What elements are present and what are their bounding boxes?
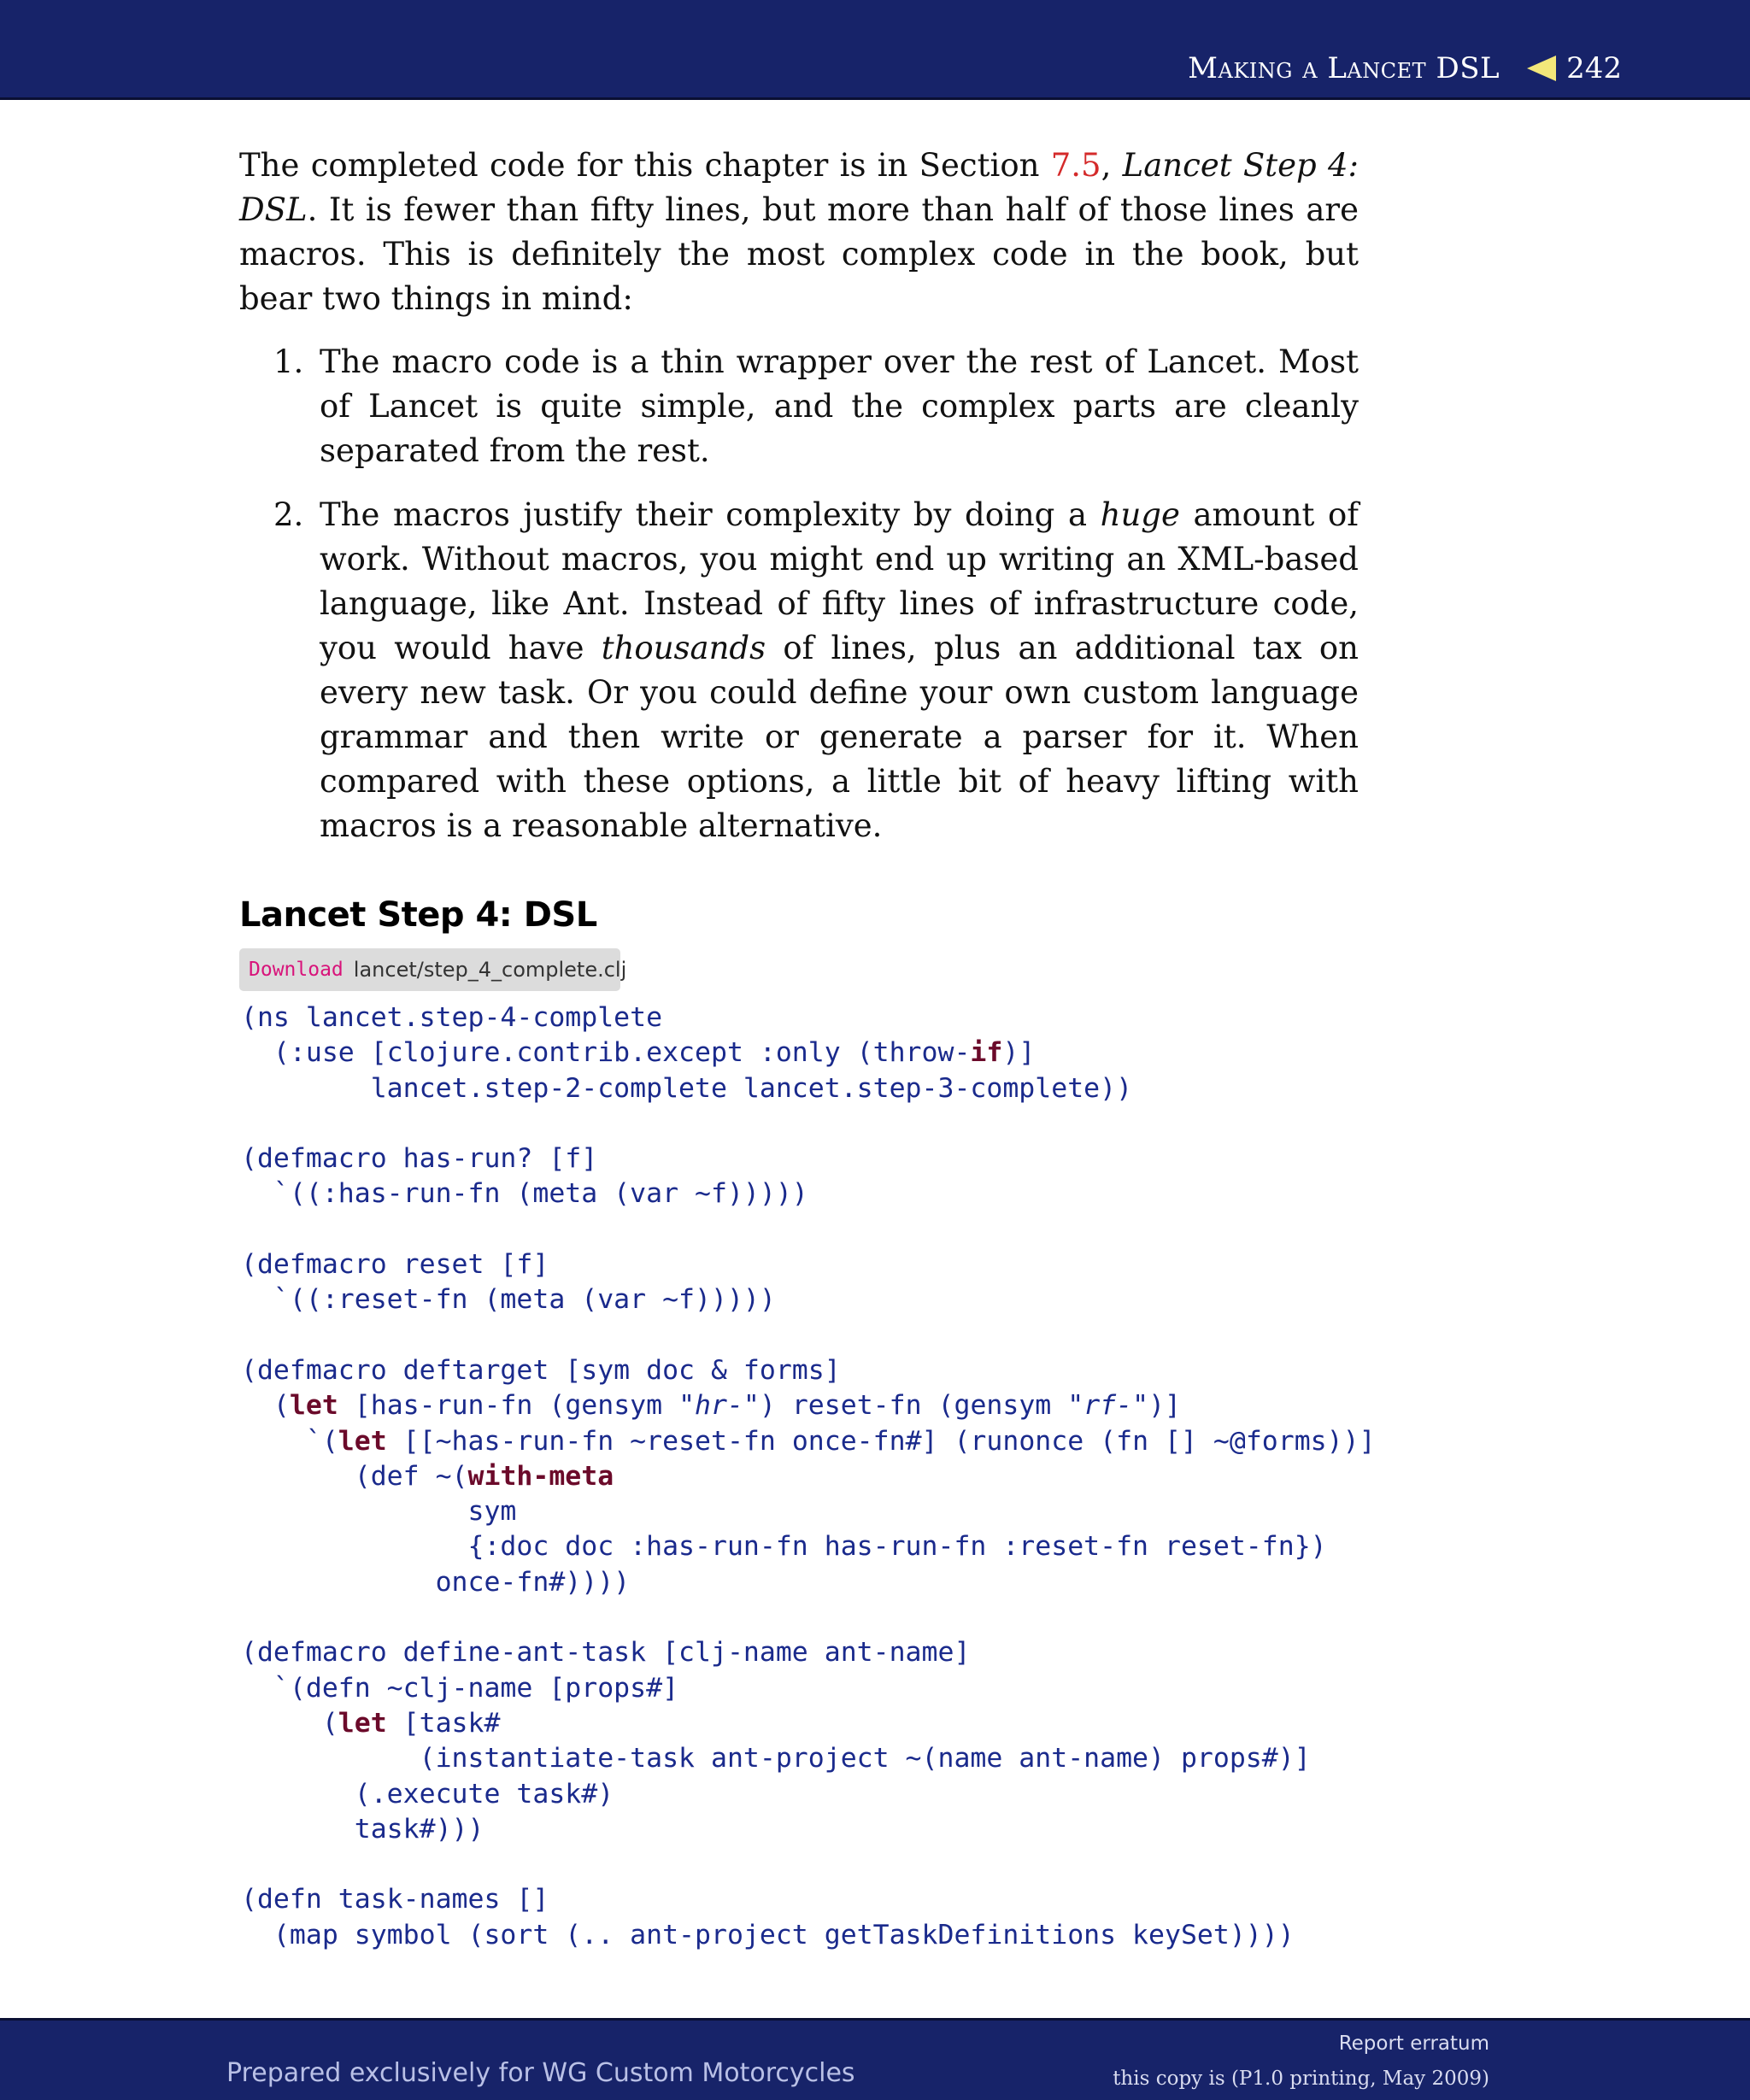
download-file-path: lancet/step_4_complete.clj: [353, 958, 627, 982]
list-item-text: The macros justify their complexity by doing a: [320, 496, 1101, 533]
intro-paragraph: [239, 144, 1359, 321]
list-item: [239, 493, 1359, 848]
code-line: (defmacro has-run? [f]: [241, 1143, 598, 1175]
list-item-text: amount of work. Without macros, you might end up writing an XML-based language, like Ant. Instead of fifty lines of infrastructure code, you would have: [320, 496, 1359, 666]
code-line: [[~has-run-fn ~reset-fn once-fn#] (runonce (fn [] ~@forms))]: [386, 1425, 1376, 1457]
page-header: [0, 0, 1750, 100]
code-line: (defmacro reset [f]: [241, 1249, 549, 1281]
header-nav: [1188, 51, 1622, 85]
code-line: `((:has-run-fn (meta (var ~f))))): [241, 1178, 808, 1210]
list-item-text: The macro code is a thin wrapper over the rest of Lancet. Most of Lancet is quite simple, and the complex parts are cleanly separated from the rest.: [320, 343, 1359, 469]
list-item-text: of lines, plus an additional tax on every new task. Or you could define your own custom language grammar and then write or generate a parser for it. When compared with these options, a little bit of heavy lifting with macros is a reasonable alternative.: [320, 630, 1359, 844]
code-line: (defmacro deftarget [sym doc & forms]: [241, 1354, 841, 1386]
report-erratum-link[interactable]: Report erratum: [1338, 2033, 1489, 2055]
intro-text: . It is fewer than fifty lines, but more than half of those lines are macros. This is definitely the most complex code in the book, but bear two things in mind:: [239, 191, 1359, 317]
page-number: 242: [1566, 51, 1622, 85]
code-line: [has-run-fn (gensym: [338, 1390, 679, 1422]
code-keyword: if: [970, 1037, 1003, 1069]
code-line: sym: [241, 1496, 517, 1528]
code-string: "rf-": [1067, 1390, 1149, 1422]
list-number: 2.: [273, 496, 304, 533]
code-keyword: with-meta: [467, 1460, 614, 1492]
section-title-ref: Lancet Step 4: DSL: [239, 147, 1359, 228]
code-line: task#))): [241, 1813, 484, 1845]
intro-text: ,: [1101, 147, 1123, 184]
code-line: (defmacro define-ant-task [clj-name ant-name]: [241, 1637, 971, 1669]
numbered-list: [239, 340, 1359, 848]
code-listing: [241, 1000, 1376, 1953]
list-number: 1.: [273, 343, 304, 380]
code-line: `(defn ~clj-name [props#]: [241, 1672, 679, 1704]
copy-info-text: this copy is (P1.0 printing, May 2009): [1113, 2068, 1489, 2090]
download-bar: [239, 948, 627, 991]
code-line: [task#: [386, 1707, 501, 1739]
code-line: (map symbol (sort (.. ant-project getTaskDefinitions keySet)))): [241, 1919, 1295, 1950]
running-title: Making a Lancet DSL: [1188, 51, 1500, 85]
code-line: {:doc doc :has-run-fn has-run-fn :reset-fn reset-fn}): [241, 1531, 1327, 1563]
section-heading: Lancet Step 4: DSL: [239, 895, 597, 935]
emphasis: huge: [1100, 496, 1180, 533]
code-keyword: let: [338, 1425, 387, 1457]
code-line: )]: [1148, 1390, 1181, 1422]
code-line: (.execute task#): [241, 1778, 614, 1810]
list-item: [239, 340, 1359, 473]
page-footer: [0, 2018, 1750, 2100]
section-xref-link[interactable]: 7.5: [1050, 147, 1101, 184]
code-line: once-fn#)))): [241, 1566, 631, 1598]
code-keyword: let: [338, 1707, 387, 1739]
intro-text: The completed code for this chapter is in Section: [239, 147, 1051, 184]
emphasis: thousands: [601, 630, 766, 666]
code-line: ) reset-fn (gensym: [759, 1390, 1068, 1422]
code-line: (ns lancet.step-4-complete: [241, 1002, 663, 1033]
code-line: `((:reset-fn (meta (var ~f))))): [241, 1284, 776, 1316]
code-line: )]: [1002, 1037, 1036, 1069]
code-line: (def ~(: [241, 1460, 468, 1492]
main-content: [239, 144, 1359, 868]
code-line: (: [241, 1390, 290, 1422]
code-line: `(: [241, 1425, 338, 1457]
prev-page-triangle-icon[interactable]: [1527, 56, 1556, 81]
code-line: (defn task-names []: [241, 1884, 549, 1915]
code-line: (:use [clojure.contrib.except :only (throw-: [241, 1037, 971, 1069]
code-string: "hr-": [678, 1390, 760, 1422]
code-keyword: let: [289, 1390, 338, 1422]
code-line: (: [241, 1707, 338, 1739]
prepared-for-text: Prepared exclusively for WG Custom Motorcycles: [226, 2058, 855, 2088]
code-line: lancet.step-2-complete lancet.step-3-complete)): [241, 1072, 1133, 1104]
code-line: (instantiate-task ant-project ~(name ant-name) props#)]: [241, 1743, 1311, 1774]
download-link[interactable]: Download: [249, 959, 344, 981]
